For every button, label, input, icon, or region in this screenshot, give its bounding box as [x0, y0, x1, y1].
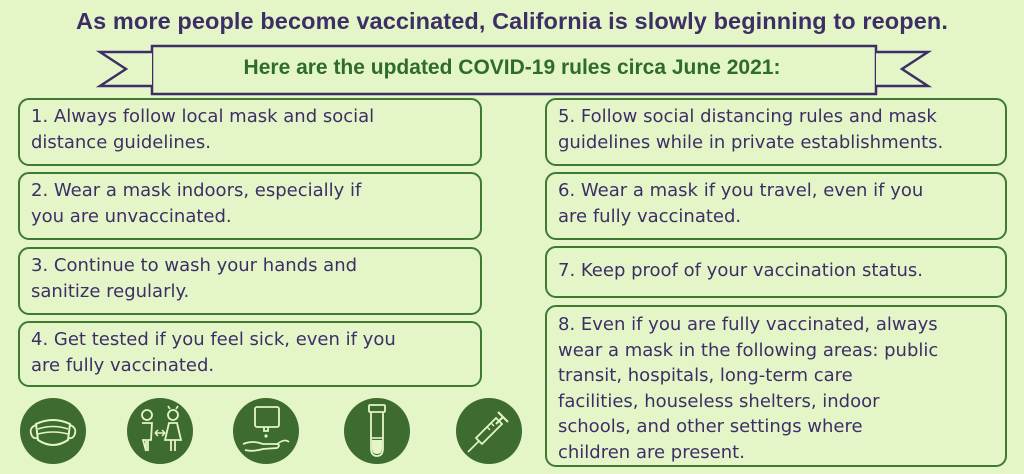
rule-5 [545, 98, 1007, 166]
rule-6-line-1: 6. Wear a mask if you travel, even if you [558, 180, 924, 201]
rule-3-line-2: sanitize regularly. [31, 281, 190, 302]
rule-7 [545, 246, 1007, 298]
rule-3-line-1: 3. Continue to wash your hands and [31, 255, 358, 276]
face-mask-icon [20, 398, 86, 464]
rule-2-line-1: 2. Wear a mask indoors, especially if [31, 180, 362, 201]
social-distance-icon [127, 398, 193, 464]
test-tube-icon [344, 398, 410, 464]
rule-8-line-3: transit, hospitals, long-term care [558, 365, 853, 386]
rule-5-line-2: guidelines while in private establishments. [558, 132, 944, 153]
rule-4 [18, 321, 482, 387]
rule-8-line-4: facilities, houseless shelters, indoor [558, 390, 880, 412]
rule-6 [545, 172, 1007, 240]
rule-8-line-6: children are present. [558, 441, 745, 463]
rule-8-line-2: wear a mask in the following areas: public [558, 339, 939, 361]
syringe-icon [456, 398, 522, 464]
rule-6-line-2: are fully vaccinated. [558, 206, 742, 227]
headline: As more people become vaccinated, California is slowly beginning to reopen. [76, 8, 948, 34]
rule-1-line-2: distance guidelines. [31, 132, 211, 153]
rule-7-line-1: 7. Keep proof of your vaccination status. [558, 260, 924, 281]
rule-4-line-1: 4. Get tested if you feel sick, even if you [31, 329, 396, 350]
rule-8-line-5: schools, and other settings where [558, 416, 863, 437]
rule-3 [18, 247, 482, 315]
icon-row [16, 398, 536, 468]
hand-sanitizer-icon [233, 398, 299, 464]
rule-4-line-2: are fully vaccinated. [31, 355, 215, 376]
rule-1 [18, 98, 482, 166]
rule-8-line-1: 8. Even if you are fully vaccinated, always [558, 314, 938, 335]
rule-2 [18, 172, 482, 240]
rule-8 [545, 305, 1007, 467]
rule-1-line-1: 1. Always follow local mask and social [31, 106, 375, 127]
rule-5-line-1: 5. Follow social distancing rules and mask [558, 106, 937, 127]
rule-2-line-2: you are unvaccinated. [31, 206, 232, 227]
subheadline: Here are the updated COVID-19 rules circa June 2021: [243, 56, 781, 79]
